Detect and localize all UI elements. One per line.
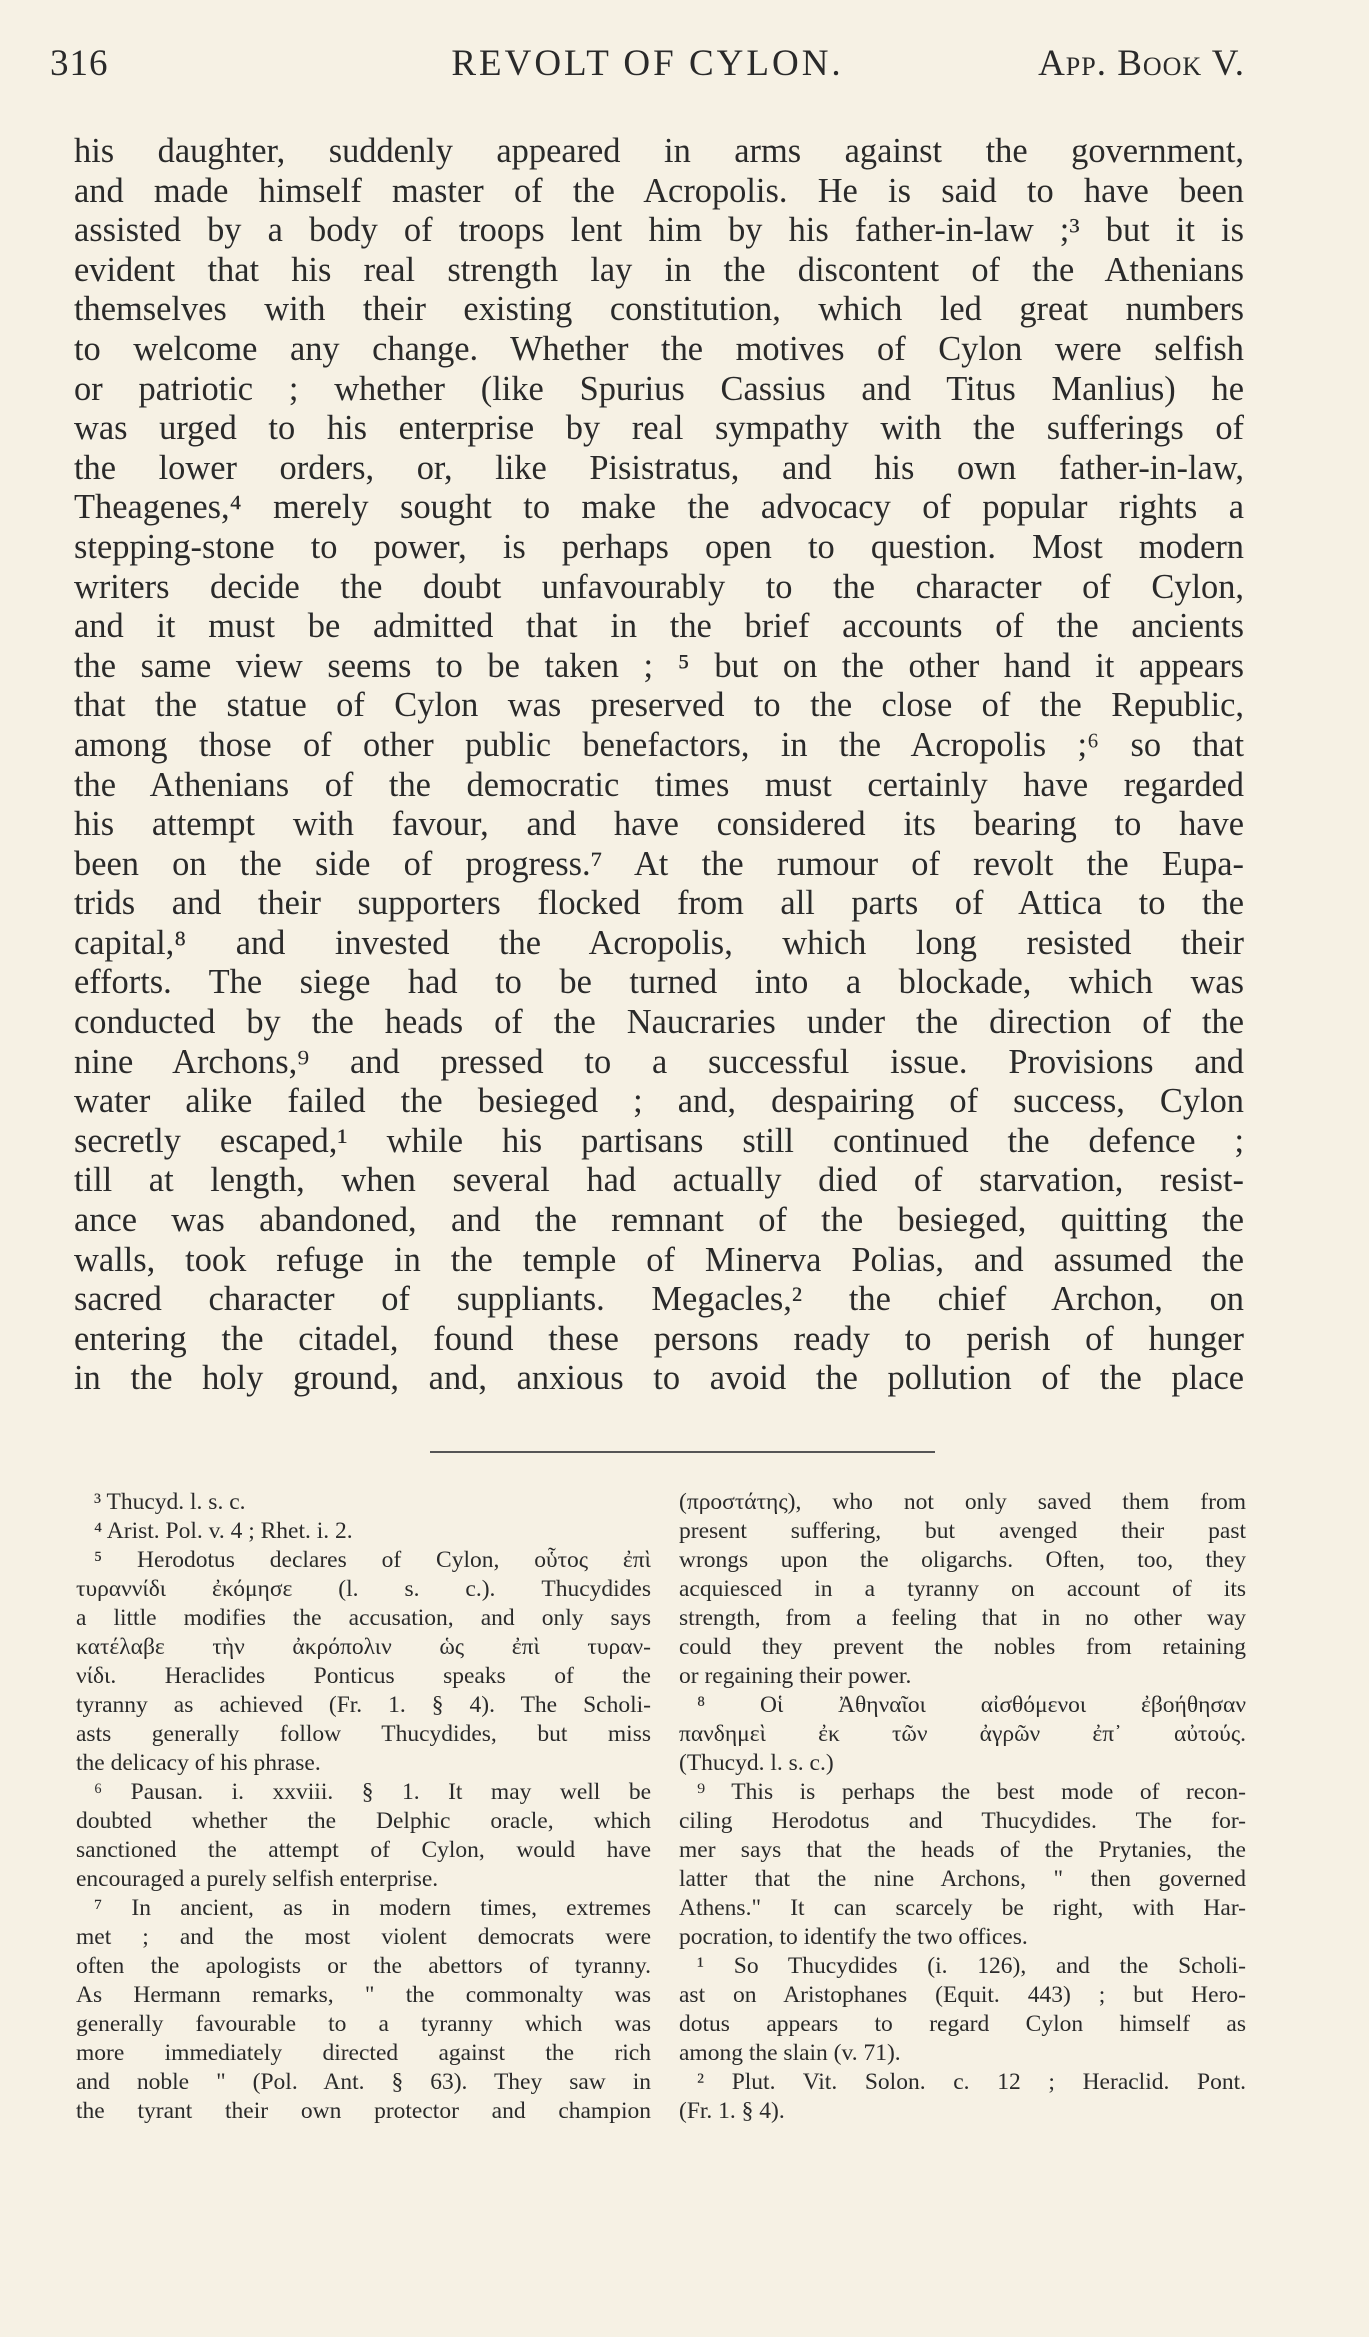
footnote-line: latter that the nine Archons, " then governed	[679, 1866, 1246, 1892]
footnote-line: ⁵ Herodotus declares of Cylon, οὗτος ἐπὶ	[94, 1547, 651, 1573]
text-line: stepping-stone to power, is perhaps open to question. Most modern	[74, 527, 1244, 566]
page-number: 316	[50, 43, 109, 84]
footnote-line: ⁸ Οἱ Ἀθηναῖοι αἰσθόμενοι ἐβοήθησαν	[697, 1692, 1246, 1718]
footnote-line: ⁶ Pausan. i. xxviii. § 1. It may well be	[94, 1779, 651, 1805]
text-line: assisted by a body of troops lent him by his father-in-law ;³ but it is	[74, 211, 1244, 250]
footnote-line: or regaining their power.	[679, 1663, 912, 1689]
text-line: conducted by the heads of the Naucraries under the direction of the	[74, 1003, 1244, 1042]
text-line: trids and their supporters flocked from all parts of Attica to the	[74, 884, 1244, 923]
footnote-line: ² Plut. Vit. Solon. c. 12 ; Heraclid. Pont.	[697, 2069, 1246, 2095]
footnote-line: the tyrant their own protector and champion	[76, 2098, 651, 2124]
footnote-line: a little modifies the accusation, and only says	[76, 1605, 651, 1631]
text-line: writers decide the doubt unfavourably to the character of Cylon,	[74, 567, 1244, 606]
text-line: secretly escaped,¹ while his partisans still continued the defence ;	[74, 1121, 1244, 1160]
footnote-line: ¹ So Thucydides (i. 126), and the Scholi-	[697, 1953, 1246, 1979]
text-line: and made himself master of the Acropolis. He is said to have been	[74, 171, 1244, 210]
text-line: or patriotic ; whether (like Spurius Cassius and Titus Manlius) he	[74, 369, 1244, 408]
footnote-line: ciling Herodotus and Thucydides. The for-	[679, 1808, 1246, 1834]
section-label: App. Book V.	[1038, 43, 1245, 84]
footnote-line: asts generally follow Thucydides, but miss	[76, 1721, 651, 1747]
text-line: and it must be admitted that in the brief accounts of the ancients	[74, 607, 1244, 646]
footnote-line: acquiesced in a tyranny on account of its	[679, 1576, 1246, 1602]
footnote-line: and noble " (Pol. Ant. § 63). They saw in	[76, 2069, 651, 2095]
footnote-line: generally favourable to a tyranny which was	[76, 2011, 651, 2037]
footnotes-left-column	[76, 1488, 651, 2126]
running-title: REVOLT OF CYLON.	[451, 43, 844, 84]
text-line: till at length, when several had actually died of starvation, resist-	[74, 1161, 1244, 1200]
text-line: was urged to his enterprise by real sympathy with the sufferings of	[74, 409, 1244, 448]
footnote-line: Athens." It can scarcely be right, with Har-	[679, 1895, 1246, 1921]
footnote-divider	[430, 1451, 935, 1453]
text-line: in the holy ground, and, anxious to avoid the pollution of the place	[74, 1359, 1244, 1398]
text-line: entering the citadel, found these persons ready to perish of hunger	[74, 1319, 1244, 1358]
footnote-line: ⁷ In ancient, as in modern times, extremes	[94, 1895, 651, 1921]
text-line: efforts. The siege had to be turned into a blockade, which was	[74, 963, 1244, 1002]
text-line: that the statue of Cylon was preserved to the close of the Republic,	[74, 686, 1244, 725]
text-line: themselves with their existing constitution, which led great numbers	[74, 290, 1244, 329]
text-line: the Athenians of the democratic times must certainly have regarded	[74, 765, 1244, 804]
text-line: his attempt with favour, and have considered its bearing to have	[74, 805, 1244, 844]
footnote-line: (προστάτης), who not only saved them from	[679, 1489, 1246, 1515]
text-line: Theagenes,⁴ merely sought to make the advocacy of popular rights a	[74, 488, 1244, 527]
footnote-line: doubted whether the Delphic oracle, which	[76, 1808, 651, 1834]
footnote-line: πανδημεὶ ἐκ τῶν ἀγρῶν ἐπ᾽ αὐτούς.	[679, 1721, 1246, 1747]
footnote-line: (Thucyd. l. s. c.)	[679, 1750, 834, 1776]
footnote-line: the delicacy of his phrase.	[76, 1750, 321, 1776]
footnote-line: (Fr. 1. § 4).	[679, 2098, 785, 2124]
running-header	[50, 42, 1245, 92]
footnote-line: νίδι. Heraclides Ponticus speaks of the	[76, 1663, 651, 1689]
footnote-line: mer says that the heads of the Prytanies, the	[679, 1837, 1246, 1863]
text-line: water alike failed the besieged ; and, despairing of success, Cylon	[74, 1082, 1244, 1121]
text-line: evident that his real strength lay in the discontent of the Athenians	[74, 250, 1244, 289]
footnote-line: strength, from a feeling that in no other way	[679, 1605, 1246, 1631]
text-line: walls, took refuge in the temple of Minerva Polias, and assumed the	[74, 1240, 1244, 1279]
footnote-line: τυραννίδι ἐκόμησε (l. s. c.). Thucydides	[76, 1576, 651, 1602]
footnote-line: wrongs upon the oligarchs. Often, too, they	[679, 1547, 1246, 1573]
footnote-line: among the slain (v. 71).	[679, 2040, 901, 2066]
footnotes-right-column	[679, 1488, 1246, 2126]
text-line: nine Archons,⁹ and pressed to a successful issue. Provisions and	[74, 1042, 1244, 1081]
footnote-line: often the apologists or the abettors of tyranny.	[76, 1953, 651, 1979]
footnote-line: ⁹ This is perhaps the best mode of recon-	[697, 1779, 1246, 1805]
footnote-line: κατέλαβε τὴν ἀκρόπολιν ὡς ἐπὶ τυραν-	[76, 1634, 651, 1660]
text-line: the lower orders, or, like Pisistratus, and his own father-in-law,	[74, 448, 1244, 487]
footnote-line: pocration, to identify the two offices.	[679, 1924, 1028, 1950]
footnote-line: ast on Aristophanes (Equit. 443) ; but Hero-	[679, 1982, 1246, 2008]
text-line: his daughter, suddenly appeared in arms against the government,	[74, 132, 1244, 170]
main-text-block	[74, 132, 1244, 1399]
footnote-line: more immediately directed against the rich	[76, 2040, 651, 2066]
footnote-line: ³ Thucyd. l. s. c.	[94, 1489, 246, 1515]
footnote-line: ⁴ Arist. Pol. v. 4 ; Rhet. i. 2.	[94, 1518, 353, 1544]
footnote-line: met ; and the most violent democrats were	[76, 1924, 651, 1950]
footnote-line: could they prevent the nobles from retaining	[679, 1634, 1246, 1660]
footnote-line: sanctioned the attempt of Cylon, would have	[76, 1837, 651, 1863]
text-line: ance was abandoned, and the remnant of the besieged, quitting the	[74, 1201, 1244, 1240]
footnote-line: As Hermann remarks, " the commonalty was	[76, 1982, 651, 2008]
footnote-line: encouraged a purely selfish enterprise.	[76, 1866, 439, 1892]
text-line: sacred character of suppliants. Megacles,² the chief Archon, on	[74, 1280, 1244, 1319]
text-line: capital,⁸ and invested the Acropolis, which long resisted their	[74, 923, 1244, 962]
text-line: been on the side of progress.⁷ At the rumour of revolt the Eupa-	[74, 844, 1244, 883]
footnote-line: present suffering, but avenged their past	[679, 1518, 1246, 1544]
text-line: the same view seems to be taken ; ⁵ but on the other hand it appears	[74, 646, 1244, 685]
footnote-line: tyranny as achieved (Fr. 1. § 4). The Scholi-	[76, 1692, 651, 1718]
text-line: among those of other public benefactors, in the Acropolis ;⁶ so that	[74, 725, 1244, 764]
text-line: to welcome any change. Whether the motives of Cylon were selfish	[74, 329, 1244, 368]
footnote-line: dotus appears to regard Cylon himself as	[679, 2011, 1246, 2037]
